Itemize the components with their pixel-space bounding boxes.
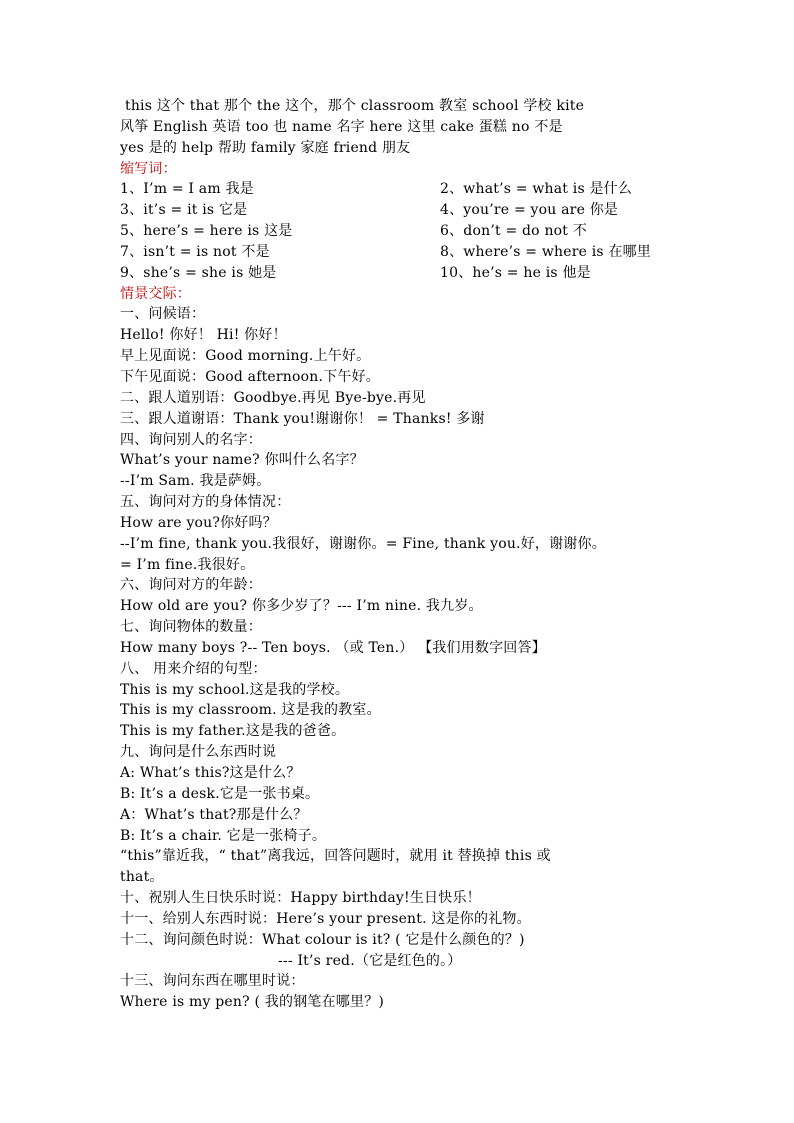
contraction-item: 3、it’s = it is 它是: [120, 202, 248, 219]
contraction-item: 1、I’m = I am 我是: [120, 181, 254, 198]
situation-line: 九、询问是什么东西时说: [120, 744, 277, 761]
contraction-item: 7、isn’t = is not 不是: [120, 243, 270, 260]
situation-line: This is my father.这是我的爸爸。: [120, 723, 346, 740]
situations-heading: 情景交际：: [120, 285, 191, 302]
situation-line: Hello! 你好！ Hi! 你好！: [120, 327, 287, 344]
contraction-row: [120, 200, 680, 221]
situation-line: How are you?你好吗？: [120, 514, 277, 531]
contraction-item: 10、he’s = he is 他是: [440, 264, 591, 281]
situation-line: 早上见面说：Good morning.上午好。: [120, 348, 371, 365]
contraction-row: [120, 221, 680, 242]
situation-line: What’s your name? 你叫什么名字？: [120, 452, 364, 469]
situation-line: that。: [120, 869, 164, 886]
situation-line: --I’m Sam. 我是萨姆。: [120, 473, 271, 490]
situation-line: “this”靠近我，“ that”离我远，回答问题时，就用 it 替换掉 this 或: [120, 848, 551, 865]
situation-line: 六、询问对方的年龄：: [120, 577, 262, 594]
situation-line: = I’m fine.我很好。: [120, 556, 255, 573]
vocab-line-2: 风筝 English 英语 too 也 name 名字 here 这里 cake 蛋糕 no 不是: [120, 118, 563, 135]
situation-line: 七、询问物体的数量：: [120, 619, 262, 636]
situation-line: 十二、询问颜色时说：What colour is it? ( 它是什么颜色的？): [120, 931, 525, 948]
contractions-heading: 缩写词：: [120, 160, 177, 177]
contraction-item: 2、what’s = what is 是什么: [440, 181, 633, 198]
situation-line: 一、问候语：: [120, 306, 206, 323]
situation-line: 二、跟人道别语：Goodbye.再见 Bye-bye.再见: [120, 389, 426, 406]
situation-line: 三、跟人道谢语：Thank you!谢谢你！ = Thanks! 多谢: [120, 410, 485, 427]
situation-line: 下午见面说：Good afternoon.下午好。: [120, 368, 380, 385]
situation-line: --I’m fine, thank you.我很好，谢谢你。= Fine, thank you.好，谢谢你。: [120, 535, 606, 552]
contraction-item: 9、she’s = she is 她是: [120, 264, 277, 281]
situation-line: 十三、询问东西在哪里时说：: [120, 973, 305, 990]
situation-line: 十、祝别人生日快乐时说：Happy birthday!生日快乐！: [120, 890, 481, 907]
contraction-item: 8、where’s = where is 在哪里: [440, 243, 652, 260]
document-page: [120, 96, 680, 1013]
contraction-row: [120, 179, 680, 200]
contraction-row: [120, 263, 680, 284]
vocab-line-3: yes 是的 help 帮助 family 家庭 friend 朋友: [120, 139, 411, 156]
vocab-line-1: this 这个 that 那个 the 这个，那个 classroom 教室 school 学校 kite: [125, 98, 585, 114]
contraction-item: 4、you’re = you are 你是: [440, 202, 619, 219]
situation-line: --- It’s red.（它是红色的。）: [278, 952, 462, 969]
contraction-item: 5、here’s = here is 这是: [120, 223, 293, 240]
contraction-row: [120, 242, 680, 263]
situation-line: Where is my pen? ( 我的钢笔在哪里？): [120, 994, 385, 1011]
situation-line: How old are you? 你多少岁了？--- I’m nine. 我九岁。: [120, 598, 483, 615]
situation-line: 四、询问别人的名字：: [120, 431, 262, 448]
situation-line: B: It’s a chair. 它是一张椅子。: [120, 827, 327, 844]
situation-line: B: It’s a desk.它是一张书桌。: [120, 785, 320, 802]
situation-line: 十一、给别人东西时说：Here’s your present. 这是你的礼物。: [120, 910, 531, 927]
situation-line: 八、 用来介绍的句型：: [120, 660, 267, 677]
situation-line: How many boys ?-- Ten boys. （或 Ten.） 【我们用数字回答】: [120, 639, 546, 656]
situation-line: This is my school.这是我的学校。: [120, 681, 350, 698]
situation-line: A：What’s that?那是什么？: [120, 806, 308, 823]
situation-line: This is my classroom. 这是我的教室。: [120, 702, 381, 719]
situation-line: 五、询问对方的身体情况：: [120, 494, 291, 511]
situation-line: A: What’s this?这是什么？: [120, 765, 301, 781]
contraction-item: 6、don’t = do not 不: [440, 223, 587, 240]
